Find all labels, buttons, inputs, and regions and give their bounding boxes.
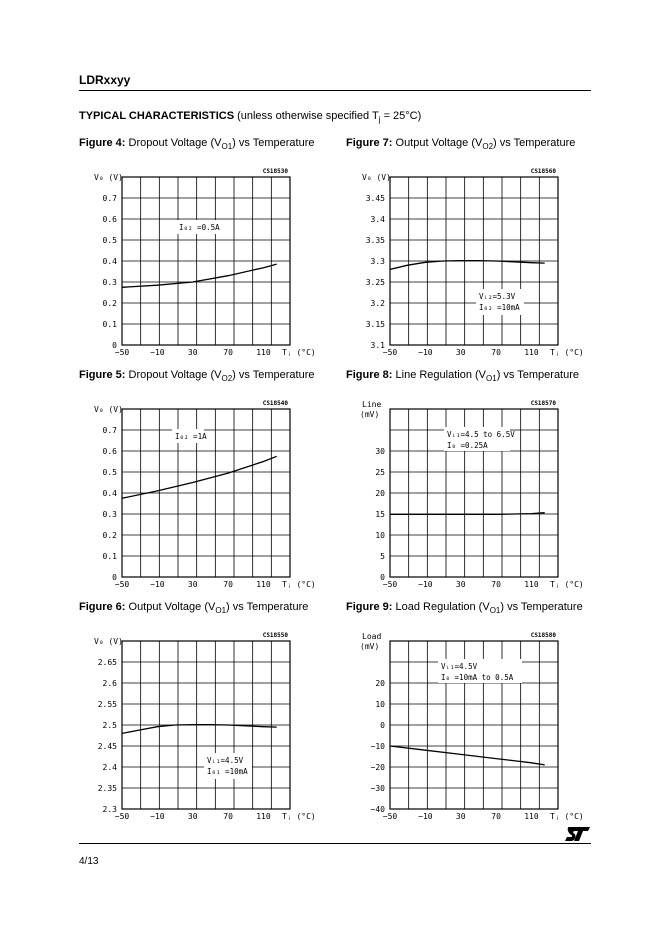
y-tick-label: 0.6 bbox=[102, 215, 117, 224]
figure-title: Output Voltage (V bbox=[392, 137, 483, 149]
x-tick-label: 30 bbox=[455, 812, 466, 821]
y-axis-label: V₀ (V) bbox=[362, 173, 391, 182]
header-rule bbox=[79, 90, 591, 91]
x-tick-label: −10 bbox=[418, 580, 433, 589]
x-axis-label: Tⱼ (°C) bbox=[282, 812, 316, 821]
figure-label: Figure 7: bbox=[346, 137, 393, 149]
x-tick-label: 30 bbox=[455, 348, 466, 357]
y-tick-label: 2.3 bbox=[102, 805, 117, 814]
y-tick-label: 2.45 bbox=[97, 742, 117, 751]
figure-title-sub: O2 bbox=[482, 142, 494, 152]
chart-svg bbox=[348, 165, 584, 365]
x-tick-label: −50 bbox=[382, 348, 398, 357]
figure-7-caption bbox=[346, 137, 575, 151]
y-tick-label: 2.35 bbox=[97, 784, 117, 793]
chart-svg bbox=[80, 397, 316, 597]
y-tick-label: 0.1 bbox=[102, 552, 117, 561]
x-tick-label: 70 bbox=[491, 812, 501, 821]
figure-label: Figure 9: bbox=[346, 601, 393, 613]
figure-title-end: ) vs Temperature bbox=[500, 601, 583, 613]
x-tick-label: −50 bbox=[114, 812, 130, 821]
figure-code: CS18580 bbox=[530, 632, 556, 639]
y-axis-unit: (mV) bbox=[360, 642, 380, 651]
y-tick-label: 0 bbox=[112, 573, 117, 582]
figure-title-end: ) vs Temperature bbox=[493, 137, 576, 149]
data-series-line bbox=[122, 264, 277, 287]
y-axis-label: Load bbox=[362, 632, 382, 641]
y-tick-label: 0.5 bbox=[102, 468, 117, 477]
figure-title: Load Regulation (V bbox=[392, 601, 490, 613]
x-tick-label: −50 bbox=[382, 580, 398, 589]
data-series-line bbox=[390, 513, 545, 515]
y-tick-label: 3.35 bbox=[365, 236, 385, 245]
y-tick-label: 20 bbox=[375, 489, 385, 498]
x-tick-label: 110 bbox=[256, 812, 271, 821]
y-tick-label: 3.4 bbox=[370, 215, 385, 224]
figure-label: Figure 6: bbox=[79, 601, 126, 613]
figure-title: Dropout Voltage (V bbox=[125, 137, 222, 149]
figure-title-sub: O2 bbox=[221, 374, 233, 384]
figure-4-chart bbox=[80, 165, 316, 365]
annotation-text: Vᵢ₁=4.5 to 6.5V bbox=[447, 430, 515, 439]
figure-6-caption bbox=[79, 601, 308, 615]
st-logo-icon bbox=[565, 826, 591, 847]
x-tick-label: 70 bbox=[223, 812, 233, 821]
y-tick-label: 0.4 bbox=[102, 489, 117, 498]
figure-title: Output Voltage (V bbox=[125, 601, 216, 613]
y-tick-label: 0.2 bbox=[102, 531, 117, 540]
x-tick-label: 70 bbox=[223, 348, 233, 357]
annotation-text: Vᵢ₁=4.5V bbox=[441, 662, 478, 671]
section-heading bbox=[79, 110, 421, 124]
y-tick-label: 0 bbox=[112, 341, 117, 350]
chart-svg bbox=[348, 629, 584, 829]
x-tick-label: −10 bbox=[150, 580, 165, 589]
y-tick-label: 15 bbox=[375, 510, 385, 519]
figure-8-caption bbox=[346, 369, 579, 383]
y-tick-label: 0.7 bbox=[102, 426, 117, 435]
footer-rule bbox=[79, 843, 591, 844]
x-tick-label: 30 bbox=[455, 580, 466, 589]
y-tick-label: 10 bbox=[375, 700, 385, 709]
y-tick-label: 25 bbox=[375, 468, 385, 477]
y-tick-label: −30 bbox=[370, 784, 385, 793]
y-tick-label: 2.55 bbox=[97, 700, 117, 709]
y-axis-label: V₀ (V) bbox=[94, 405, 123, 414]
figure-title: Line Regulation (V bbox=[392, 369, 487, 381]
figure-code: CS18560 bbox=[530, 168, 556, 175]
figure-6-chart bbox=[80, 629, 316, 829]
y-tick-label: 3.45 bbox=[365, 194, 385, 203]
x-tick-label: 110 bbox=[524, 812, 539, 821]
x-axis-label: Tⱼ (°C) bbox=[550, 348, 584, 357]
annotation-text: I₀₂ =0.5A bbox=[179, 223, 220, 232]
x-tick-label: 70 bbox=[491, 348, 501, 357]
y-tick-label: 0.4 bbox=[102, 257, 117, 266]
annotation-text: I₀₂ =1A bbox=[175, 432, 207, 441]
x-axis-label: Tⱼ (°C) bbox=[550, 580, 584, 589]
y-axis-label: V₀ (V) bbox=[94, 637, 123, 646]
figure-title-end: ) vs Temperature bbox=[232, 369, 315, 381]
annotation-text: I₀₁ =10mA bbox=[207, 767, 248, 776]
y-tick-label: 2.6 bbox=[102, 679, 117, 688]
x-tick-label: 110 bbox=[256, 348, 271, 357]
section-heading-bold: TYPICAL CHARACTERISTICS bbox=[79, 110, 235, 122]
y-tick-label: −20 bbox=[370, 763, 385, 772]
y-tick-label: −40 bbox=[370, 805, 385, 814]
data-series-line bbox=[390, 261, 545, 270]
x-tick-label: 70 bbox=[491, 580, 501, 589]
figure-title-end: ) vs Temperature bbox=[232, 137, 315, 149]
figure-title-end: ) vs Temperature bbox=[496, 369, 580, 381]
annotation-text: I₀₂ =10mA bbox=[479, 303, 520, 312]
section-heading-sub: j bbox=[378, 115, 381, 125]
chart-svg bbox=[80, 629, 316, 829]
y-tick-label: 0.2 bbox=[102, 299, 117, 308]
section-heading-post: = 25°C) bbox=[380, 110, 422, 122]
x-tick-label: 30 bbox=[187, 812, 198, 821]
x-tick-label: −50 bbox=[114, 348, 130, 357]
page-number: 4/13 bbox=[79, 856, 99, 867]
x-tick-label: −10 bbox=[418, 812, 433, 821]
y-tick-label: 0.3 bbox=[102, 510, 117, 519]
y-axis-label: V₀ (V) bbox=[94, 173, 123, 182]
x-tick-label: 110 bbox=[256, 580, 271, 589]
y-tick-label: 10 bbox=[375, 531, 385, 540]
y-tick-label: 2.65 bbox=[97, 658, 117, 667]
y-tick-label: 3.1 bbox=[370, 341, 385, 350]
y-tick-label: 0.6 bbox=[102, 447, 117, 456]
figure-4-caption bbox=[79, 137, 314, 151]
chart-grid bbox=[122, 177, 290, 345]
data-series-line bbox=[122, 456, 277, 498]
y-axis-label: Line bbox=[362, 400, 382, 409]
y-tick-label: 0.5 bbox=[102, 236, 117, 245]
figure-title: Dropout Voltage (V bbox=[125, 369, 222, 381]
x-tick-label: −10 bbox=[150, 348, 165, 357]
figure-title-sub: O1 bbox=[215, 606, 227, 616]
x-axis-label: Tⱼ (°C) bbox=[550, 812, 584, 821]
figure-label: Figure 8: bbox=[346, 369, 393, 381]
y-tick-label: 3.25 bbox=[365, 278, 385, 287]
annotation-text: Vᵢ₁=4.5V bbox=[207, 756, 244, 765]
y-tick-label: 0 bbox=[380, 721, 385, 730]
figure-label: Figure 5: bbox=[79, 369, 126, 381]
x-tick-label: −10 bbox=[150, 812, 165, 821]
chart-svg bbox=[80, 165, 316, 365]
y-tick-label: −10 bbox=[370, 742, 385, 751]
y-axis-unit: (mV) bbox=[360, 410, 380, 419]
x-tick-label: 70 bbox=[223, 580, 233, 589]
annotation-text: I₀ =0.25A bbox=[447, 441, 488, 450]
figure-9-caption bbox=[346, 601, 583, 615]
y-tick-label: 2.5 bbox=[102, 721, 117, 730]
figure-code: CS18550 bbox=[262, 632, 288, 639]
y-tick-label: 30 bbox=[375, 447, 385, 456]
figure-code: CS18530 bbox=[262, 168, 288, 175]
figure-7-chart bbox=[348, 165, 584, 365]
x-tick-label: 30 bbox=[187, 348, 198, 357]
figure-8-chart bbox=[348, 397, 584, 597]
y-tick-label: 3.2 bbox=[370, 299, 385, 308]
x-tick-label: −50 bbox=[382, 812, 398, 821]
y-tick-label: 0 bbox=[380, 573, 385, 582]
figure-9-chart bbox=[348, 629, 584, 829]
y-tick-label: 3.3 bbox=[370, 257, 385, 266]
annotation-text: Vᵢ₂=5.3V bbox=[479, 292, 516, 301]
y-tick-label: 0.3 bbox=[102, 278, 117, 287]
figure-5-caption bbox=[79, 369, 314, 383]
x-tick-label: −10 bbox=[418, 348, 433, 357]
data-series-line bbox=[122, 725, 277, 734]
figure-5-chart bbox=[80, 397, 316, 597]
y-tick-label: 20 bbox=[375, 679, 385, 688]
x-tick-label: −50 bbox=[114, 580, 130, 589]
y-tick-label: 2.4 bbox=[102, 763, 117, 772]
figure-code: CS18540 bbox=[262, 400, 288, 407]
data-series-line bbox=[390, 746, 545, 765]
figure-title-sub: O1 bbox=[486, 374, 497, 384]
section-heading-rest: (unless otherwise specified T bbox=[234, 110, 379, 122]
y-tick-label: 0.7 bbox=[102, 194, 117, 203]
figure-label: Figure 4: bbox=[79, 137, 126, 149]
y-tick-label: 0.1 bbox=[102, 320, 117, 329]
x-tick-label: 110 bbox=[524, 348, 539, 357]
x-tick-label: 30 bbox=[187, 580, 198, 589]
x-axis-label: Tⱼ (°C) bbox=[282, 348, 316, 357]
y-tick-label: 5 bbox=[380, 552, 385, 561]
figure-title-sub: O1 bbox=[221, 142, 233, 152]
x-tick-label: 110 bbox=[524, 580, 539, 589]
chart-svg bbox=[348, 397, 584, 597]
figure-code: CS18570 bbox=[530, 400, 556, 407]
y-tick-label: 3.15 bbox=[365, 320, 385, 329]
figure-title-end: ) vs Temperature bbox=[226, 601, 309, 613]
x-axis-label: Tⱼ (°C) bbox=[282, 580, 316, 589]
annotation-text: I₀ =10mA to 0.5A bbox=[441, 673, 514, 682]
document-header-title: LDRxxyy bbox=[79, 73, 131, 87]
figure-title-sub: O1 bbox=[489, 606, 501, 616]
